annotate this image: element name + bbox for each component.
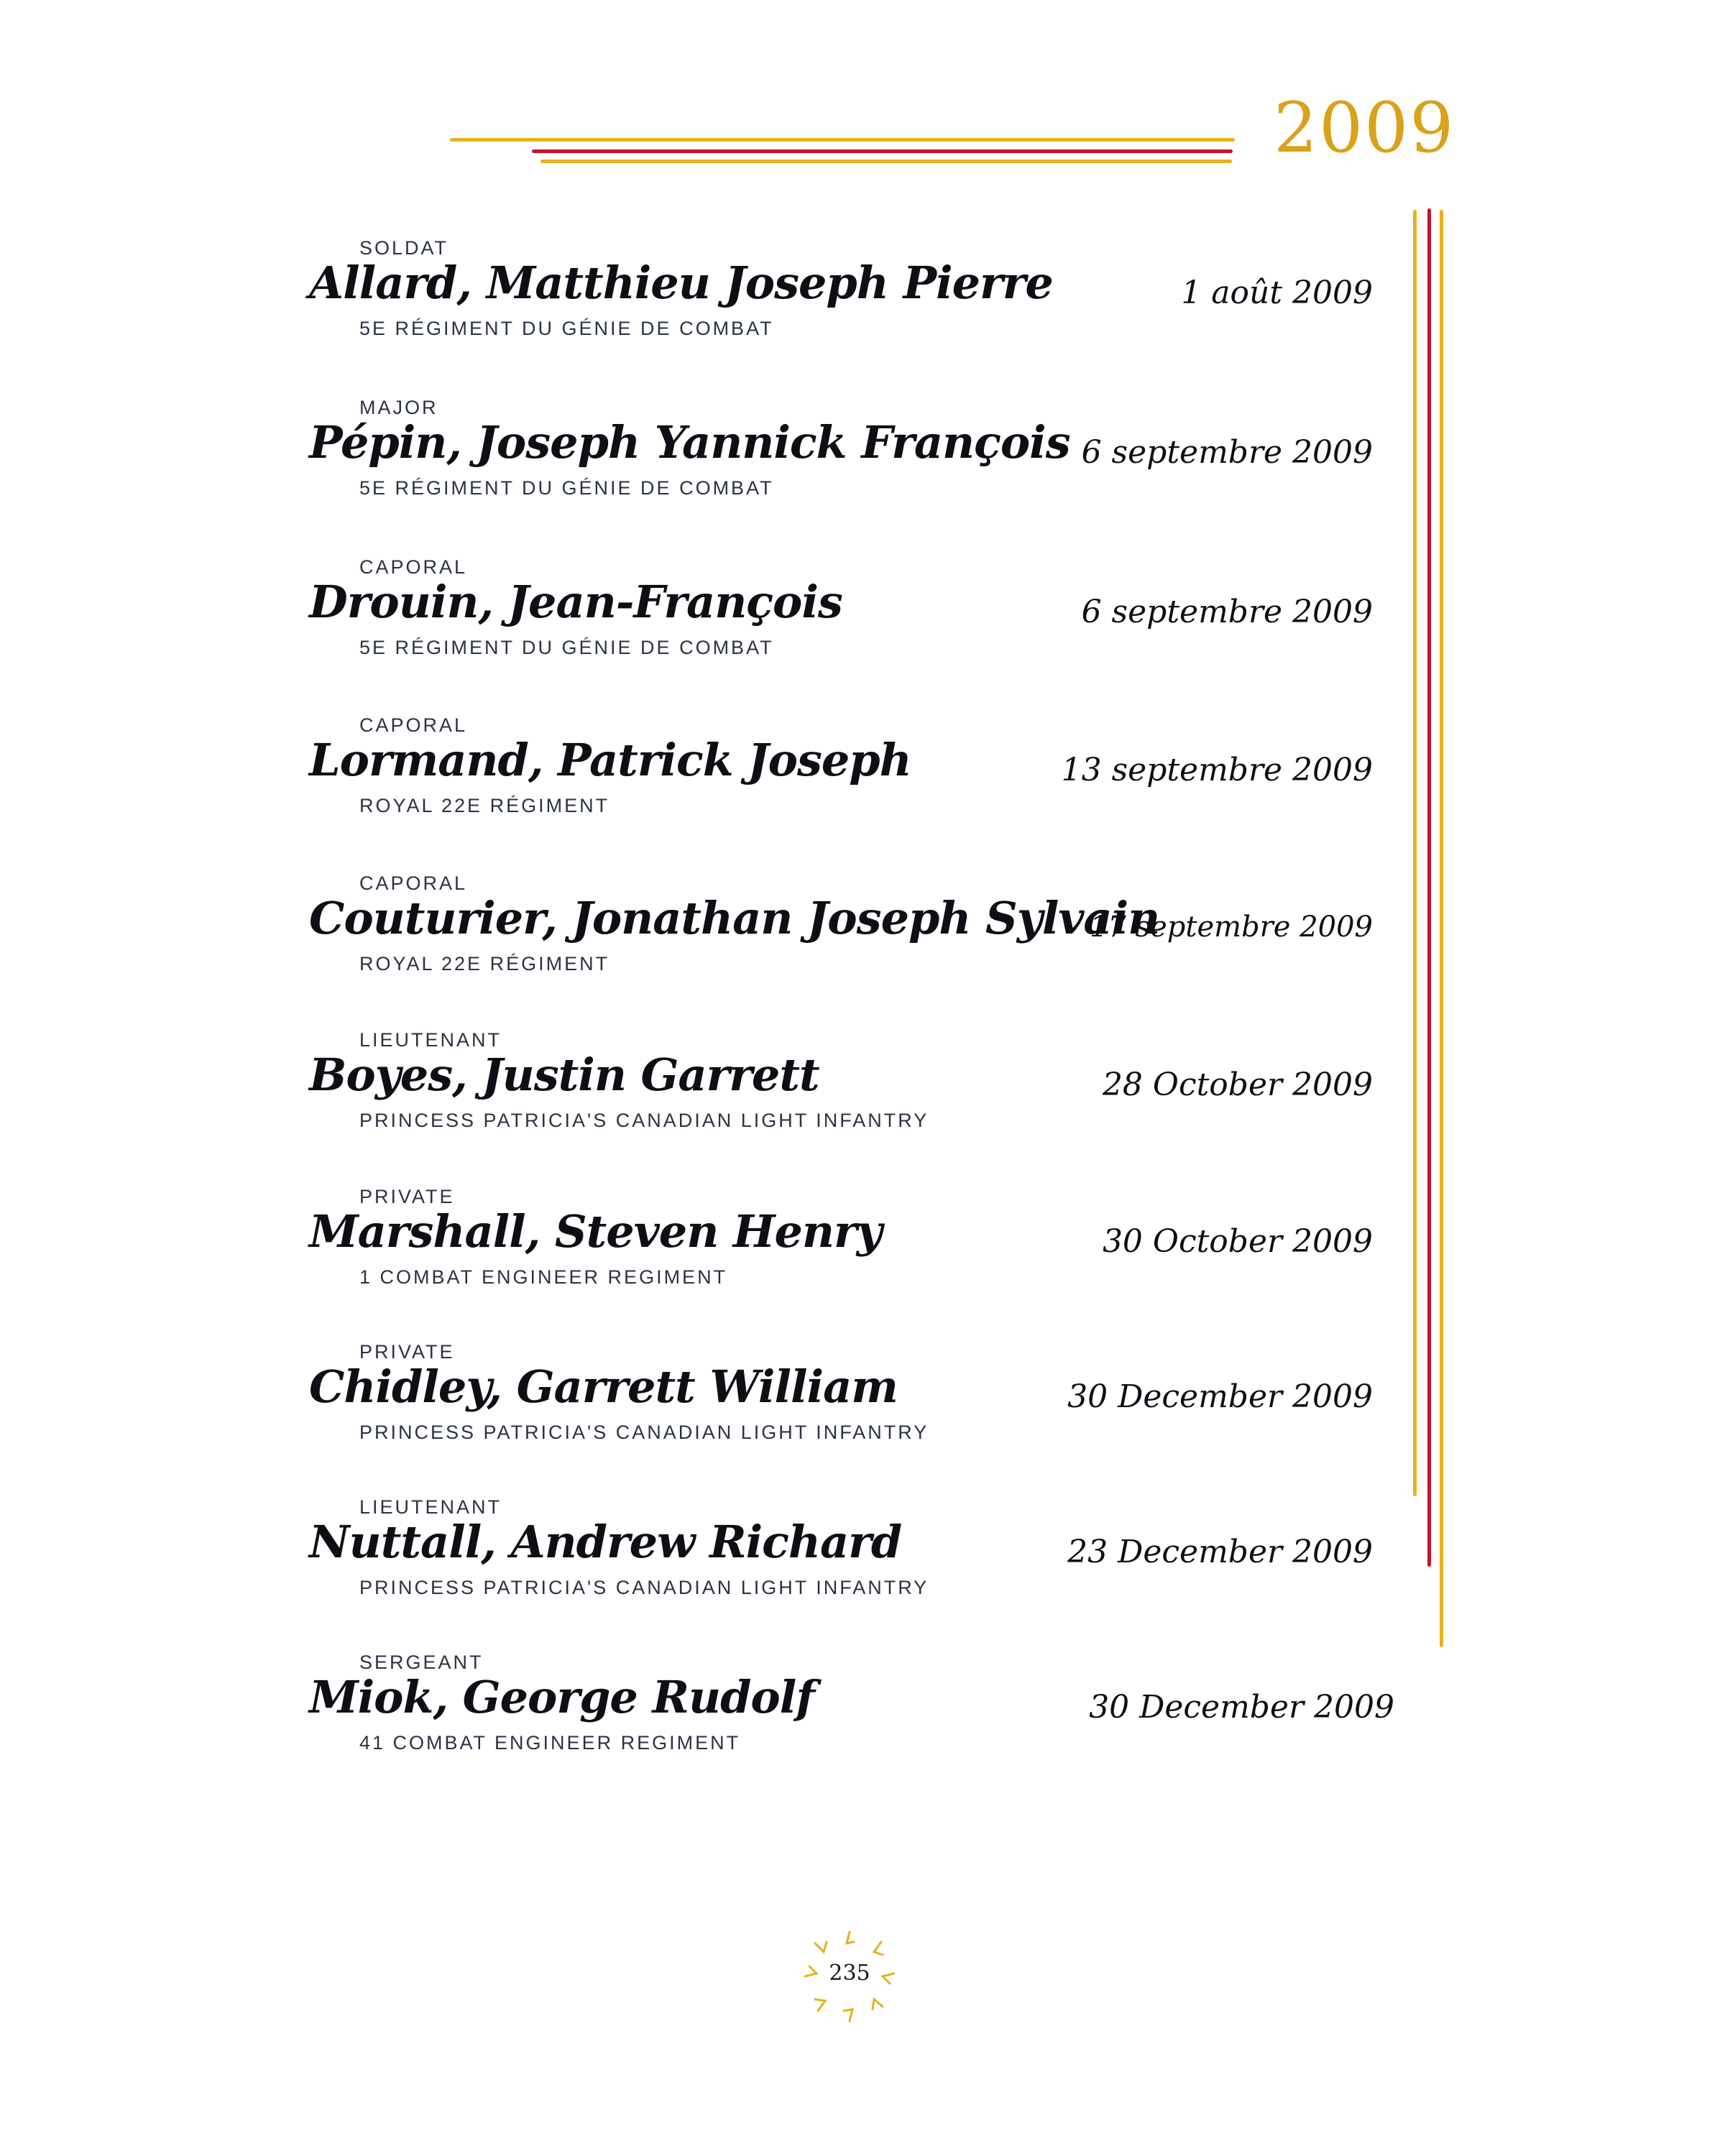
memorial-entry [309, 397, 1402, 540]
entry-date: 23 December 2009 [1067, 1534, 1373, 1570]
entry-name: Boyes, Justin Garrett [309, 1049, 819, 1101]
memorial-entry [309, 1029, 1402, 1173]
entry-rank: LIEUTENANT [359, 1496, 502, 1518]
entry-rank: MAJOR [359, 397, 438, 418]
entry-unit: 1 COMBAT ENGINEER REGIMENT [359, 1266, 728, 1288]
entry-name: Miok, George Rudolf [309, 1671, 814, 1723]
entry-name: Chidley, Garrett William [309, 1360, 898, 1413]
memorial-entry [309, 237, 1402, 381]
entry-rank: SOLDAT [359, 237, 449, 259]
entry-name: Pépin, Joseph Yannick François [309, 416, 1070, 469]
entry-date: 30 October 2009 [1102, 1223, 1373, 1260]
entry-rank: SERGEANT [359, 1651, 484, 1673]
entry-unit: 41 COMBAT ENGINEER REGIMENT [359, 1732, 741, 1754]
memorial-entry [309, 1341, 1402, 1485]
memorial-entry [309, 1186, 1402, 1330]
entry-rank: LIEUTENANT [359, 1029, 502, 1051]
year-heading: 2009 [1274, 88, 1455, 168]
entry-date: 6 septembre 2009 [1081, 434, 1373, 471]
entry-date: 30 December 2009 [1067, 1378, 1373, 1415]
entry-name: Couturier, Jonathan Joseph Sylvain [309, 892, 1160, 944]
entry-rank: PRIVATE [359, 1341, 455, 1363]
memorial-entry [309, 1496, 1402, 1640]
page-number: 235 [829, 1961, 870, 1986]
entry-unit: PRINCESS PATRICIA'S CANADIAN LIGHT INFANTRY [359, 1110, 929, 1131]
header-gold-rule-top [450, 138, 1235, 142]
entry-name: Drouin, Jean-François [309, 576, 842, 628]
entry-name: Allard, Matthieu Joseph Pierre [309, 257, 1053, 309]
entry-date: 17 septembre 2009 [1089, 911, 1373, 944]
entry-date: 30 December 2009 [1089, 1689, 1394, 1726]
entry-unit: ROYAL 22E RÉGIMENT [359, 795, 610, 816]
entry-unit: 5E RÉGIMENT DU GÉNIE DE COMBAT [359, 477, 774, 499]
margin-red-rule [1427, 208, 1431, 1567]
entry-date: 1 août 2009 [1181, 275, 1373, 311]
entry-name: Lormand, Patrick Joseph [309, 734, 911, 786]
entry-name: Marshall, Steven Henry [309, 1205, 882, 1258]
entry-unit: 5E RÉGIMENT DU GÉNIE DE COMBAT [359, 318, 774, 339]
margin-gold-rule-right [1440, 210, 1443, 1647]
header-red-rule [532, 149, 1233, 153]
memorial-entry [309, 556, 1402, 700]
entry-rank: CAPORAL [359, 556, 468, 578]
entry-unit: 5E RÉGIMENT DU GÉNIE DE COMBAT [359, 637, 774, 658]
entry-rank: CAPORAL [359, 714, 468, 736]
margin-gold-rule-left [1413, 210, 1417, 1496]
entry-rank: PRIVATE [359, 1186, 455, 1207]
memorial-entry [309, 714, 1402, 858]
entry-date: 13 septembre 2009 [1061, 752, 1373, 788]
entry-date: 28 October 2009 [1102, 1067, 1373, 1103]
memorial-entry [309, 1651, 1402, 1795]
entry-unit: PRINCESS PATRICIA'S CANADIAN LIGHT INFANTRY [359, 1422, 929, 1443]
entry-name: Nuttall, Andrew Richard [309, 1516, 902, 1568]
memorial-entry [309, 872, 1402, 1016]
entry-date: 6 septembre 2009 [1081, 594, 1373, 630]
header-gold-rule-bottom [540, 160, 1232, 163]
entry-rank: CAPORAL [359, 872, 468, 894]
entry-unit: ROYAL 22E RÉGIMENT [359, 953, 610, 975]
entry-unit: PRINCESS PATRICIA'S CANADIAN LIGHT INFANTRY [359, 1577, 929, 1598]
